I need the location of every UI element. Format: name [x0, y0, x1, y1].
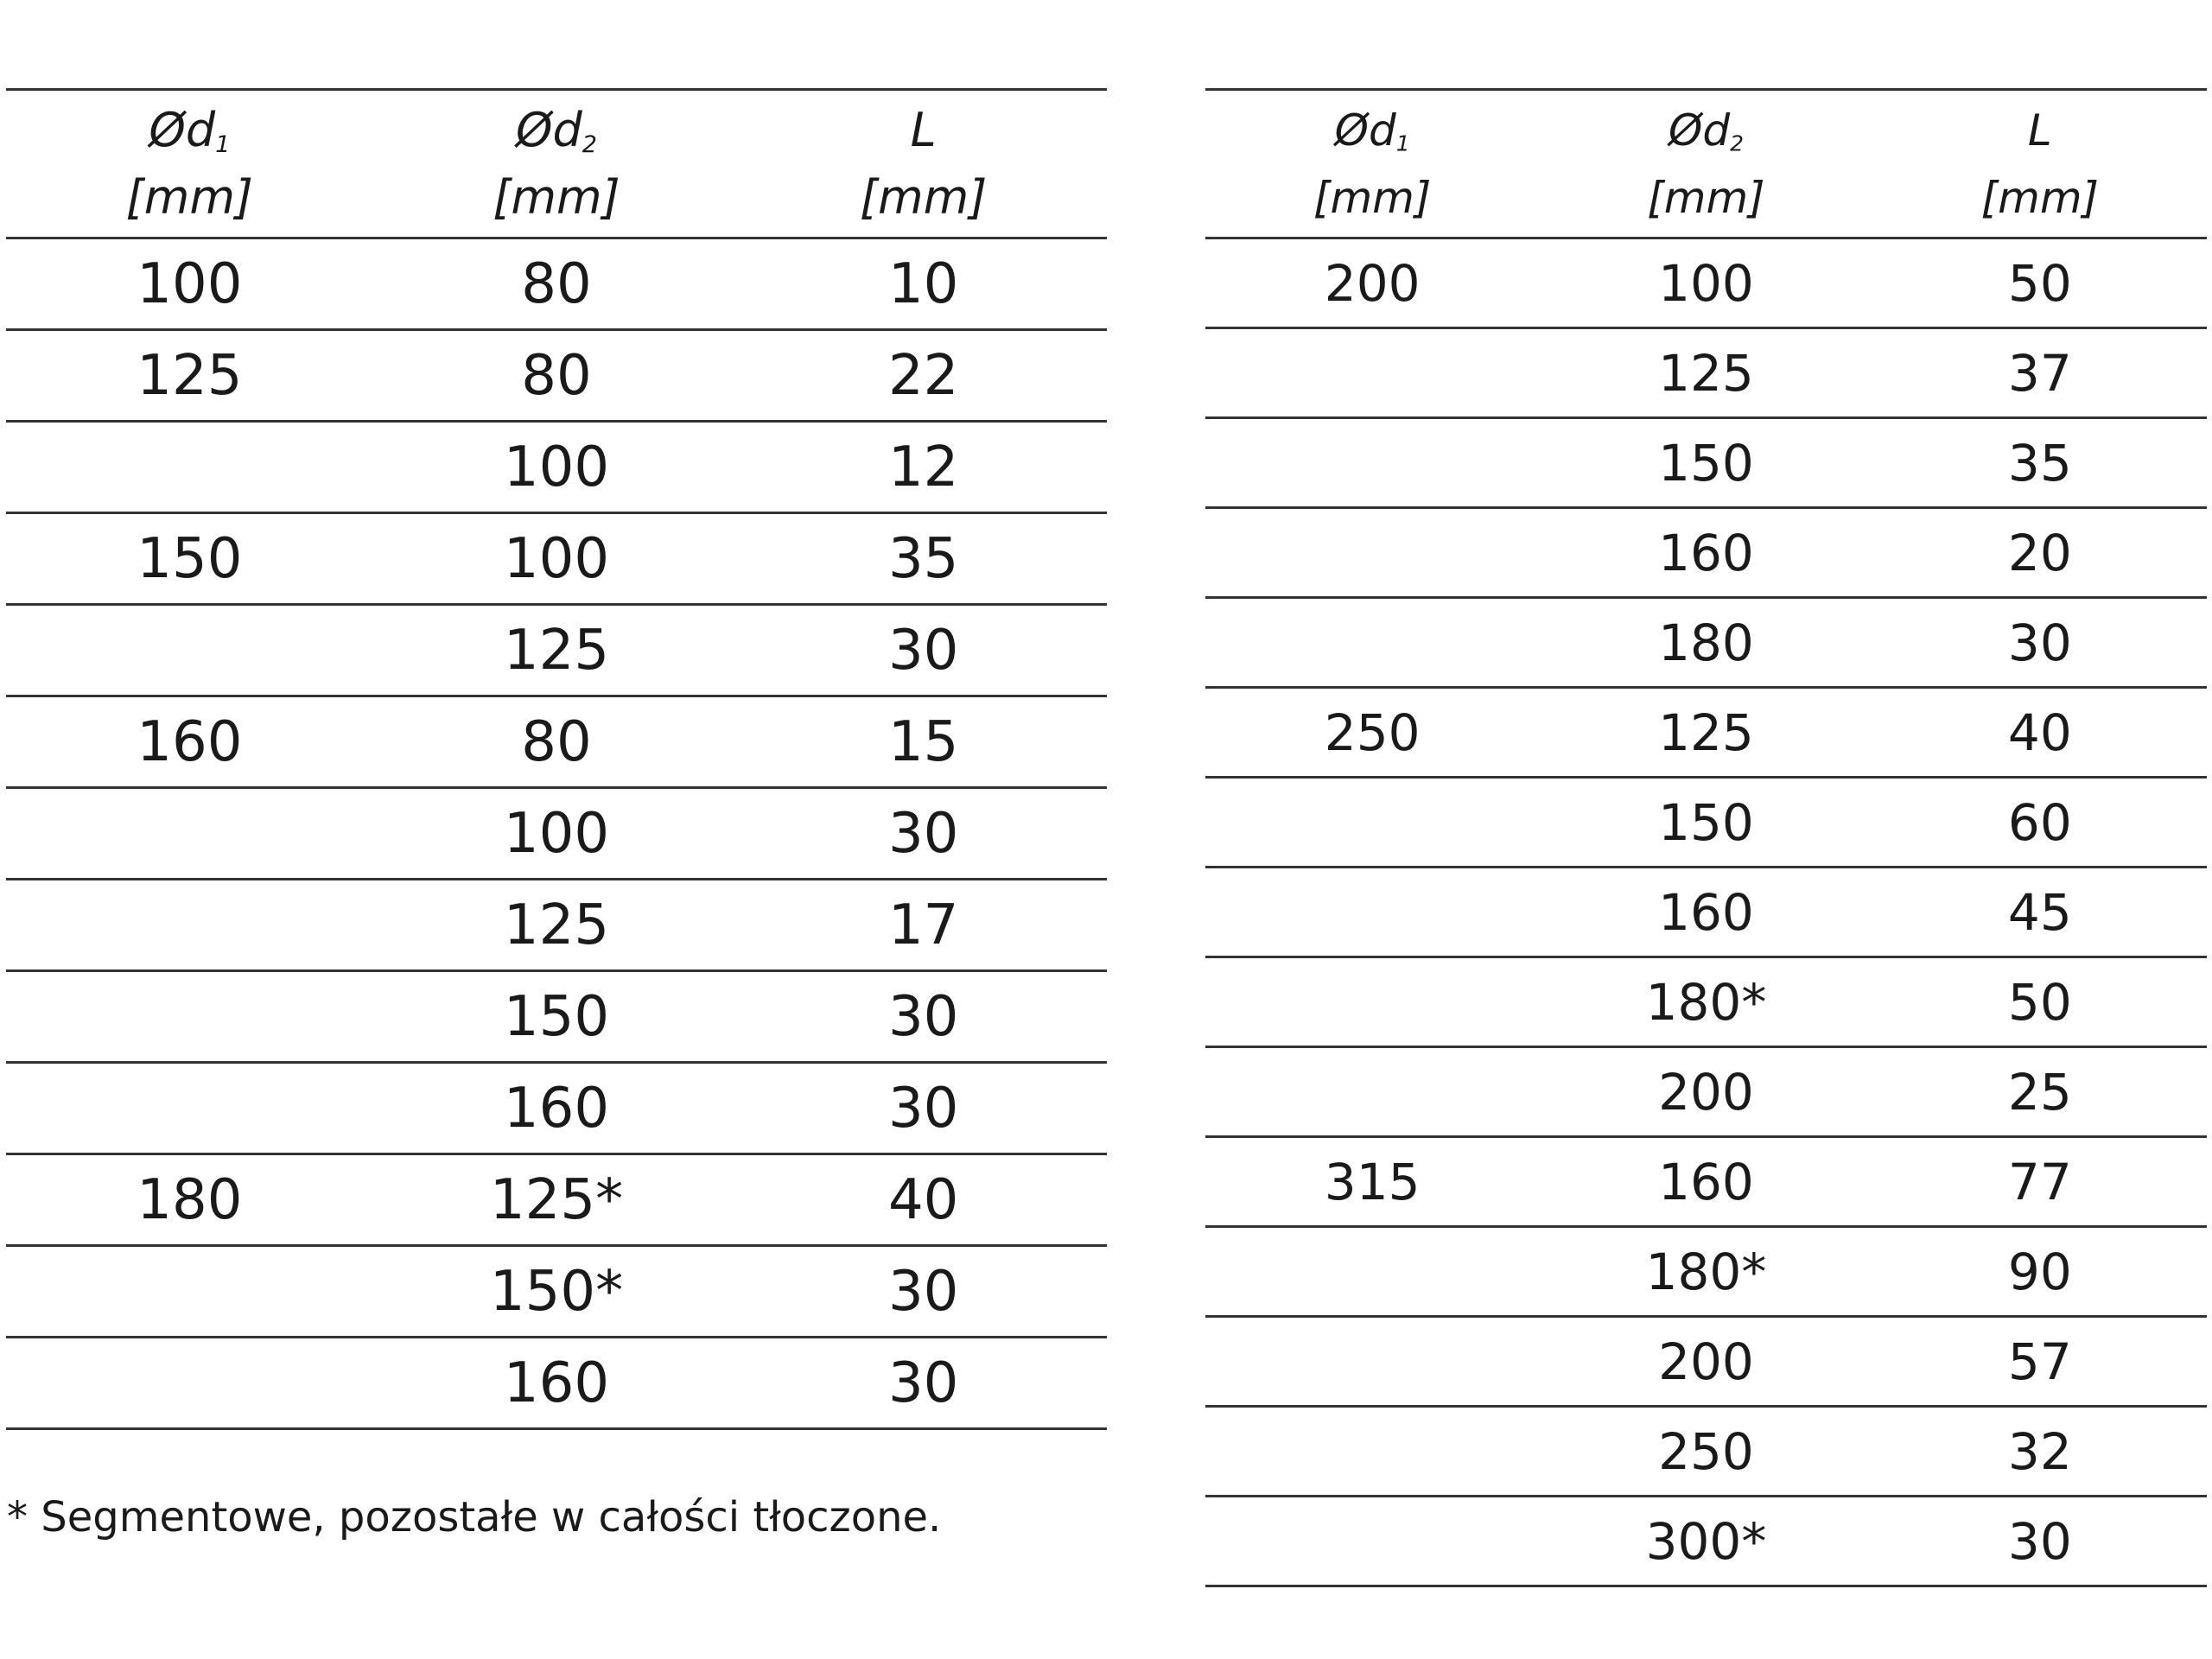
- table-header-row: [1205, 90, 2207, 238]
- cell-d2: 150: [1658, 433, 1754, 493]
- cell-d1: [1205, 1317, 1539, 1407]
- cell-d2: 160: [503, 1076, 610, 1141]
- table-row: [1205, 1137, 2207, 1227]
- cell-d2: 100: [1658, 253, 1754, 313]
- cell-l: 30: [887, 801, 959, 866]
- table-row: [6, 1338, 1107, 1429]
- table-row: [1205, 1497, 2207, 1586]
- table-row: [6, 1063, 1107, 1154]
- column-header-l: L [mm]: [859, 102, 988, 225]
- cell-l: 57: [2007, 1332, 2072, 1391]
- table-row: [1205, 238, 2207, 328]
- table-row: [6, 788, 1107, 880]
- table-row: [1205, 1227, 2207, 1317]
- column-header-d2: $Ød_2$ [mm]: [493, 102, 620, 225]
- cell-d2: 160: [503, 1351, 610, 1415]
- table-row: [1205, 418, 2207, 508]
- cell-l: 32: [2007, 1421, 2072, 1481]
- cell-d1: [1205, 778, 1539, 868]
- cell-d1: [6, 971, 373, 1063]
- cell-l: 12: [887, 435, 959, 499]
- cell-d1: [1205, 957, 1539, 1047]
- cell-l: 30: [887, 984, 959, 1049]
- cell-d1: [6, 1063, 373, 1154]
- cell-d1: 160: [137, 709, 243, 774]
- cell-l: 37: [2007, 343, 2072, 403]
- cell-d2: 80: [521, 709, 592, 774]
- cell-l: 30: [887, 618, 959, 683]
- cell-l: 30: [2007, 613, 2072, 672]
- cell-l: 20: [2007, 523, 2072, 582]
- cell-d2: 125: [1658, 343, 1754, 403]
- cell-d1: 180: [137, 1167, 243, 1232]
- cell-d2: 100: [503, 526, 610, 591]
- cell-l: 25: [2007, 1062, 2072, 1122]
- table-row: [6, 330, 1107, 422]
- cell-d1: 125: [137, 343, 243, 408]
- table-row: [1205, 328, 2207, 418]
- table-row: [1205, 957, 2207, 1047]
- cell-l: 30: [2007, 1511, 2072, 1571]
- cell-l: 35: [2007, 433, 2072, 493]
- cell-d1: 250: [1324, 702, 1421, 762]
- cell-l: 40: [887, 1167, 959, 1232]
- cell-d1: [6, 1246, 373, 1338]
- cell-d2: 125: [503, 893, 610, 957]
- cell-d1: [6, 880, 373, 971]
- cell-l: 45: [2007, 882, 2072, 942]
- cell-d1: [1205, 868, 1539, 957]
- cell-d2: 160: [1658, 1152, 1754, 1211]
- table-row: [1205, 1407, 2207, 1497]
- column-header-d2: $Ød_2$ [mm]: [1647, 105, 1765, 223]
- cell-l: 60: [2007, 792, 2072, 852]
- cell-d2: 80: [521, 343, 592, 408]
- cell-d2: 125*: [489, 1167, 624, 1232]
- table-row: [6, 422, 1107, 513]
- cell-d2: 200: [1658, 1062, 1754, 1122]
- footnote: * Segmentowe, pozostałe w całości tłoczone.: [7, 1493, 942, 1541]
- table-row: [6, 1154, 1107, 1246]
- cell-d1: [1205, 1047, 1539, 1137]
- cell-d2: 300*: [1645, 1511, 1767, 1571]
- cell-d2: 180: [1658, 613, 1754, 672]
- cell-d2: 150: [1658, 792, 1754, 852]
- column-header-d1: $Ød_1$ [mm]: [125, 102, 253, 225]
- cell-d1: [6, 788, 373, 880]
- cell-d1: [1205, 1407, 1539, 1497]
- cell-l: 30: [887, 1076, 959, 1141]
- table-row: [6, 605, 1107, 696]
- cell-d2: 100: [503, 435, 610, 499]
- cell-d2: 160: [1658, 523, 1754, 582]
- table-row: [1205, 868, 2207, 957]
- cell-d2: 160: [1658, 882, 1754, 942]
- cell-l: 15: [887, 709, 959, 774]
- column-header-l: L [mm]: [1980, 105, 2100, 223]
- cell-d1: [1205, 328, 1539, 418]
- cell-l: 40: [2007, 702, 2072, 762]
- cell-l: 50: [2007, 253, 2072, 313]
- dimension-table-left: [6, 88, 1107, 1430]
- table-row: [6, 696, 1107, 788]
- table-row: [6, 1246, 1107, 1338]
- cell-d1: [6, 1338, 373, 1429]
- cell-l: 30: [887, 1351, 959, 1415]
- table-row: [1205, 778, 2207, 868]
- cell-d2: 150*: [489, 1259, 624, 1324]
- cell-d1: [6, 422, 373, 513]
- table-row: [1205, 1317, 2207, 1407]
- table-row: [1205, 688, 2207, 778]
- table-header-row: [6, 90, 1107, 238]
- cell-d2: 150: [503, 984, 610, 1049]
- cell-d1: [1205, 1227, 1539, 1317]
- cell-l: 50: [2007, 972, 2072, 1032]
- cell-d1: [1205, 1497, 1539, 1586]
- table-row: [1205, 1047, 2207, 1137]
- cell-l: 22: [887, 343, 959, 408]
- table-row: [6, 880, 1107, 971]
- cell-d2: 125: [1658, 702, 1754, 762]
- table-row: [1205, 508, 2207, 598]
- cell-d1: [1205, 598, 1539, 688]
- table-row: [1205, 598, 2207, 688]
- table-row: [6, 971, 1107, 1063]
- cell-l: 10: [887, 251, 959, 316]
- cell-l: 90: [2007, 1242, 2072, 1301]
- cell-d2: 80: [521, 251, 592, 316]
- cell-d2: 100: [503, 801, 610, 866]
- cell-d1: 200: [1324, 253, 1421, 313]
- dimension-table-right: [1205, 88, 2207, 1587]
- cell-d1: 100: [137, 251, 243, 316]
- cell-l: 30: [887, 1259, 959, 1324]
- column-header-d1: $Ød_1$ [mm]: [1313, 105, 1432, 223]
- cell-d2: 200: [1658, 1332, 1754, 1391]
- cell-d1: [1205, 418, 1539, 508]
- cell-d2: 125: [503, 618, 610, 683]
- cell-l: 35: [887, 526, 959, 591]
- cell-d2: 250: [1658, 1421, 1754, 1481]
- table-row: [6, 238, 1107, 330]
- cell-d1: [6, 605, 373, 696]
- cell-d2: 180*: [1645, 972, 1767, 1032]
- cell-d1: 150: [137, 526, 243, 591]
- table-row: [6, 513, 1107, 605]
- cell-l: 77: [2007, 1152, 2072, 1211]
- cell-l: 17: [887, 893, 959, 957]
- cell-d1: [1205, 508, 1539, 598]
- cell-d1: 315: [1324, 1152, 1421, 1211]
- cell-d2: 180*: [1645, 1242, 1767, 1301]
